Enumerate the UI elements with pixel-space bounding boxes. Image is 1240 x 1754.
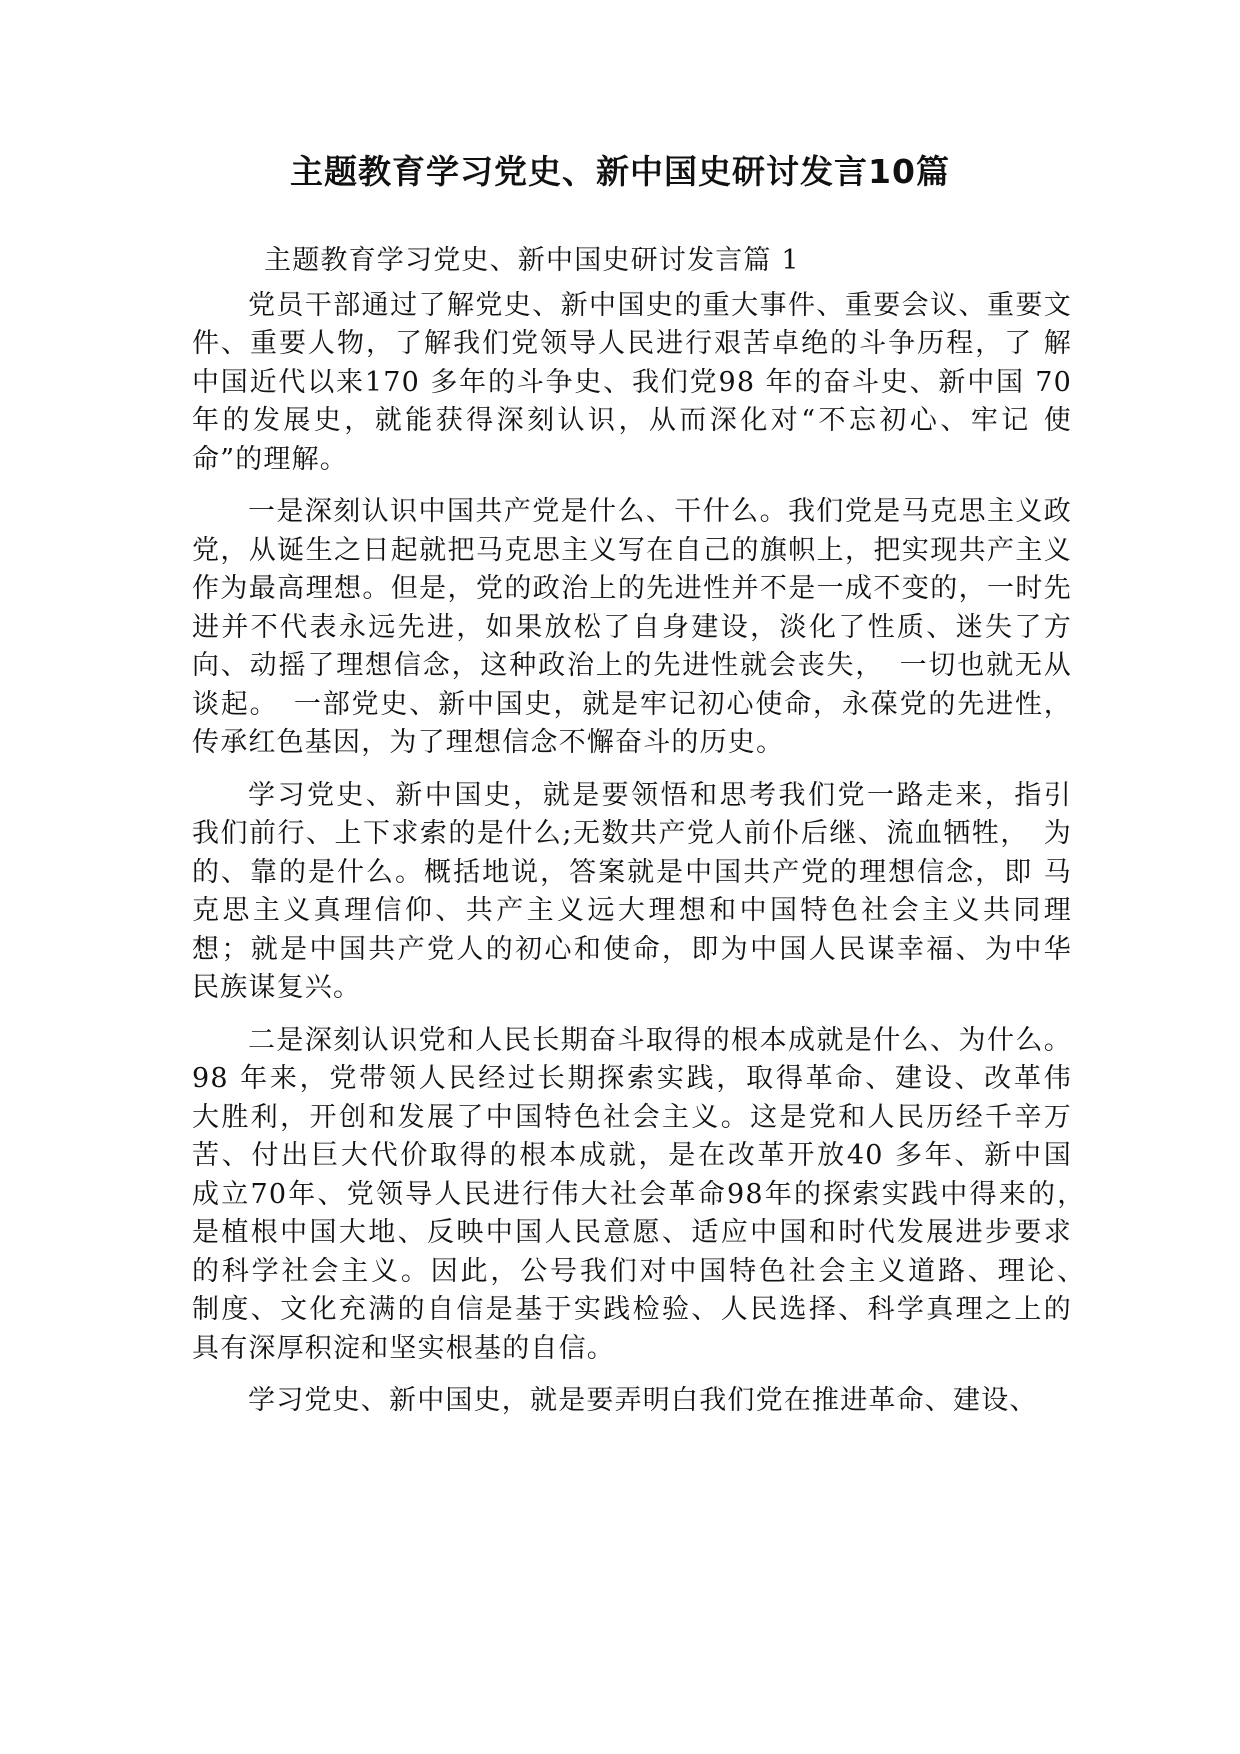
paragraph: 一是深刻认识中国共产党是什么、干什么。我们党是马克思主义政党，从诞生之日起就把马克思主义写在自己的旗帜上，把实现共产主义作为最高理想。但是，党的政治上的先进性并不是一成不变的，一时先进并不代表永远先进，如果放松了自身建设，淡化了性质、迷失了方向、动摇了理想信念，这种政治上的先进性就会丧失， 一切也就无从谈起。 一部党史、新中国史，就是牢记初心使命，永葆党的先进性，传承红色基因，为了理想信念不懈奋斗的历史。	[192, 496, 1072, 758]
paragraph: 学习党史、新中国史，就是要弄明白我们党在推进革命、建设、	[248, 1385, 1038, 1416]
section-subtitle: 主题教育学习党史、新中国史研讨发言篇 1	[264, 245, 800, 276]
paragraph: 党员干部通过了解党史、新中国史的重大事件、重要会议、重要文件、重要人物，了解我们党领导人民进行艰苦卓绝的斗争历程，了 解中国近代以来170 多年的斗争史、我们党98 年的奋斗史、新中国 70 年的发展史，就能获得深刻认识，从而深化对“不忘初心、牢记 使命”的理解。	[192, 289, 1072, 475]
paragraph: 学习党史、新中国史，就是要领悟和思考我们党一路走来，指引 我们前行、上下求索的是什么;无数共产党人前仆后继、流血牺牲， 为的、靠的是什么。概括地说，答案就是中国共产党的理想信念，即 马克思主义真理信仰、共产主义远大理想和中国特色社会主义共同理 想；就是中国共产党人的初心和使命，即为中国人民谋幸福、为中华 民族谋复兴。	[192, 779, 1072, 1003]
document-body	[192, 242, 1110, 1435]
paragraph: 二是深刻认识党和人民长期奋斗取得的根本成就是什么、为什么。 98 年来，党带领人民经过长期探索实践，取得革命、建设、改革伟 大胜利，开创和发展了中国特色社会主义。这是党和人民历经千辛万 苦、付出巨大代价取得的根本成就，是在改革开放40 多年、新中国 成立70年、党领导人民进行伟大社会革命98年的探索实践中得来的， 是植根中国大地、反映中国人民意愿、适应中国和时代发展进步要求 的科学社会主义。因此，公号我们对中国特色社会主义道路、理论、 制度、文化充满的自信是基于实践检验、人民选择、科学真理之上的 具有深厚积淀和坚实根基的自信。	[192, 1024, 1110, 1364]
document-title: 主题教育学习党史、新中国史研讨发言10篇	[290, 152, 950, 191]
